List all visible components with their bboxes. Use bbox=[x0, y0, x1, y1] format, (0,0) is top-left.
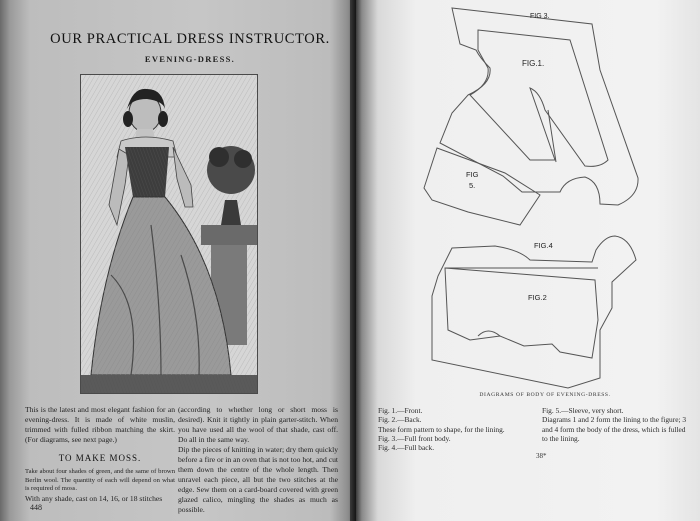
legend-item: These form pattern to shape, for the lining. bbox=[378, 424, 505, 434]
fig2-label: FIG.2 bbox=[528, 293, 547, 302]
legend-item: Fig. 1.—Front. bbox=[378, 406, 423, 415]
page-number: 448 bbox=[30, 503, 42, 512]
fig4-label: FIG.4 bbox=[534, 241, 553, 250]
legend-note: Diagrams 1 and 2 form the lining to the figure; 3 and 4 form the body of the dress, which is fulled to the lining. bbox=[542, 415, 687, 443]
intro-paragraph: This is the latest and most elegant fashion for an evening-dress. It is made of white muslin, trimmed with fulled ribbon matching the skirt. (For diagrams, see next page.) bbox=[25, 405, 175, 444]
legend-item: Fig. 4.—Full back. bbox=[378, 443, 435, 453]
moss-heading: TO MAKE MOSS. bbox=[58, 453, 142, 463]
figure-legend-right bbox=[542, 406, 692, 443]
fig5-outline bbox=[424, 148, 540, 225]
diagram-caption: DIAGRAMS OF BODY OF EVENING-DRESS. bbox=[479, 392, 611, 398]
moss-note: Take about four shades of green, and the same of brown Berlin wool. The quantity of each will depend on what is required of moss. bbox=[25, 468, 175, 492]
fig5-label-line2: 5. bbox=[469, 181, 476, 190]
page-title: OUR PRACTICAL DRESS INSTRUCTOR. bbox=[50, 31, 330, 47]
fig5-label-line1: FIG bbox=[466, 170, 479, 179]
signature-mark: 38* bbox=[536, 452, 547, 460]
moss-text-start: With any shade, cast on 14, 16, or 18 stitches bbox=[25, 493, 163, 503]
fig4-outline bbox=[432, 236, 636, 388]
page-subtitle: EVENING-DRESS. bbox=[144, 54, 236, 64]
figure-legend-left bbox=[378, 406, 543, 452]
moss-text-continued: (according to whether long or short moss is desired). Knit it tightly in plain garter-stitch. When you have used all the wool of that shade, cast off. Do all in the same way. bbox=[178, 405, 338, 444]
legend-item: Fig. 3.—Full front body. bbox=[378, 433, 451, 443]
fig3-label: FIG 3. bbox=[530, 13, 550, 20]
fig2-outline bbox=[445, 268, 598, 358]
legend-item: Fig. 5.—Sleeve, very short. bbox=[542, 406, 624, 415]
fig1-outline bbox=[470, 30, 608, 166]
legend-item: Fig. 2.—Back. bbox=[378, 415, 422, 425]
fig1-label: FIG.1. bbox=[522, 59, 545, 68]
moss-text-instructions: Dip the pieces of knitting in water; dry them quickly before a fire or in an oven that is not too hot, and cut them down the centre of the whole length. Then unravel each piece, all but the two stitches at the edge. Sew them on a card-board covered with green glazed calico, mingling the shades as much as possible. bbox=[178, 445, 338, 514]
